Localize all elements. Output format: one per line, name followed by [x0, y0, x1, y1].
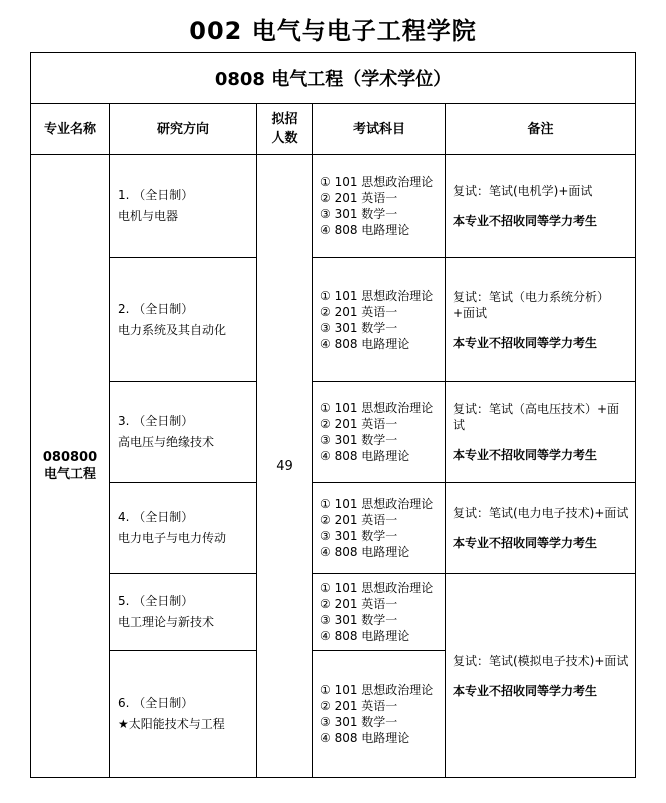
major-title-row: [31, 53, 636, 104]
direction-cell: [110, 483, 257, 574]
header-major-name: 专业名称: [31, 104, 110, 155]
table-row: [31, 382, 636, 483]
subject-item: ① 101 思想政治理论: [320, 497, 434, 511]
direction-cell: [110, 258, 257, 382]
enrollment-count: 49: [257, 155, 313, 778]
direction-cell: [110, 382, 257, 483]
equivalency-notice: 本专业不招收同等学力考生: [453, 335, 598, 350]
subject-item: ① 101 思想政治理论: [320, 581, 434, 595]
subject-item: ② 201 英语一: [320, 304, 398, 319]
subjects-cell: [313, 574, 446, 651]
remarks-cell: [446, 382, 636, 483]
header-enrollment: [257, 104, 313, 155]
table-row: [31, 258, 636, 382]
subject-item: ① 101 思想政治理论: [320, 288, 434, 303]
retest-note: 复试：笔试（电力系统分析）+面试: [453, 289, 610, 320]
subject-item: ② 201 英语一: [320, 513, 398, 527]
retest-note: 复试：笔试（高电压技术）+面试: [453, 402, 620, 432]
subject-item: ① 101 思想政治理论: [320, 175, 434, 189]
major-title: 0808 电气工程（学术学位）: [31, 53, 636, 104]
retest-note: 复试：笔试(模拟电子技术)+面试: [453, 653, 629, 668]
subject-item: ④ 808 电路理论: [320, 449, 410, 463]
subject-item: ③ 301 数学一: [320, 613, 398, 627]
subject-item: ③ 301 数学一: [320, 433, 398, 447]
direction-cell: [110, 651, 257, 778]
equivalency-notice: 本专业不招收同等学力考生: [453, 214, 598, 228]
remarks-cell: [446, 155, 636, 258]
subjects-cell: [313, 155, 446, 258]
direction-name: 电机与电器: [118, 209, 179, 223]
table-row: [31, 155, 636, 258]
direction-cell: [110, 155, 257, 258]
table-row: [31, 574, 636, 651]
subject-item: ④ 808 电路理论: [320, 629, 410, 643]
direction-name: 电力系统及其自动化: [118, 322, 227, 337]
direction-mode: 6. （全日制）: [118, 696, 194, 710]
direction-mode: 1. （全日制）: [118, 188, 194, 202]
direction-mode: 2. （全日制）: [118, 301, 194, 316]
remarks-cell: [446, 483, 636, 574]
header-row: [31, 104, 636, 155]
direction-name: 电力电子与电力传动: [118, 531, 227, 545]
subject-item: ③ 301 数学一: [320, 207, 398, 221]
direction-name: 高电压与绝缘技术: [118, 435, 215, 449]
direction-name: ★太阳能技术与工程: [118, 717, 225, 731]
retest-note: 复试：笔试(电力电子技术)+面试: [453, 506, 629, 520]
header-direction: 研究方向: [110, 104, 257, 155]
major-name-cell: [31, 155, 110, 778]
direction-mode: 4. （全日制）: [118, 510, 194, 524]
direction-cell: [110, 574, 257, 651]
subjects-cell: [313, 382, 446, 483]
major-code: 080800: [42, 450, 98, 465]
header-subjects: 考试科目: [313, 104, 446, 155]
subject-item: ④ 808 电路理论: [320, 731, 410, 745]
subjects-cell: [313, 483, 446, 574]
subject-item: ② 201 英语一: [320, 417, 398, 431]
subject-item: ④ 808 电路理论: [320, 223, 410, 237]
subject-item: ③ 301 数学一: [320, 529, 398, 543]
header-remarks: 备注: [446, 104, 636, 155]
direction-name: 电工理论与新技术: [118, 615, 215, 629]
subjects-cell: [313, 258, 446, 382]
admission-table: [30, 52, 636, 778]
header-enrollment-line2: 人数: [271, 131, 298, 146]
subject-item: ① 101 思想政治理论: [320, 683, 434, 697]
subject-item: ③ 301 数学一: [320, 715, 398, 729]
subject-item: ④ 808 电路理论: [320, 545, 410, 559]
subject-item: ② 201 英语一: [320, 597, 398, 611]
remarks-cell: [446, 258, 636, 382]
page-title: 002 电气与电子工程学院: [189, 17, 477, 45]
equivalency-notice: 本专业不招收同等学力考生: [453, 536, 598, 550]
retest-note: 复试：笔试(电机学)+面试: [453, 184, 593, 198]
major-name: 电气工程: [43, 467, 96, 482]
direction-mode: 3. （全日制）: [118, 414, 194, 428]
admission-table-wrapper: [30, 52, 635, 778]
table-row: [31, 483, 636, 574]
header-enrollment-line1: 拟招: [271, 112, 298, 127]
equivalency-notice: 本专业不招收同等学力考生: [453, 448, 598, 462]
subject-item: ③ 301 数学一: [320, 320, 398, 335]
subject-item: ② 201 英语一: [320, 191, 398, 205]
remarks-cell-shared: [446, 574, 636, 778]
subjects-cell: [313, 651, 446, 778]
equivalency-notice: 本专业不招收同等学力考生: [453, 683, 598, 698]
subject-item: ④ 808 电路理论: [320, 336, 410, 351]
direction-mode: 5. （全日制）: [118, 594, 194, 608]
subject-item: ① 101 思想政治理论: [320, 401, 434, 415]
subject-item: ② 201 英语一: [320, 699, 398, 713]
